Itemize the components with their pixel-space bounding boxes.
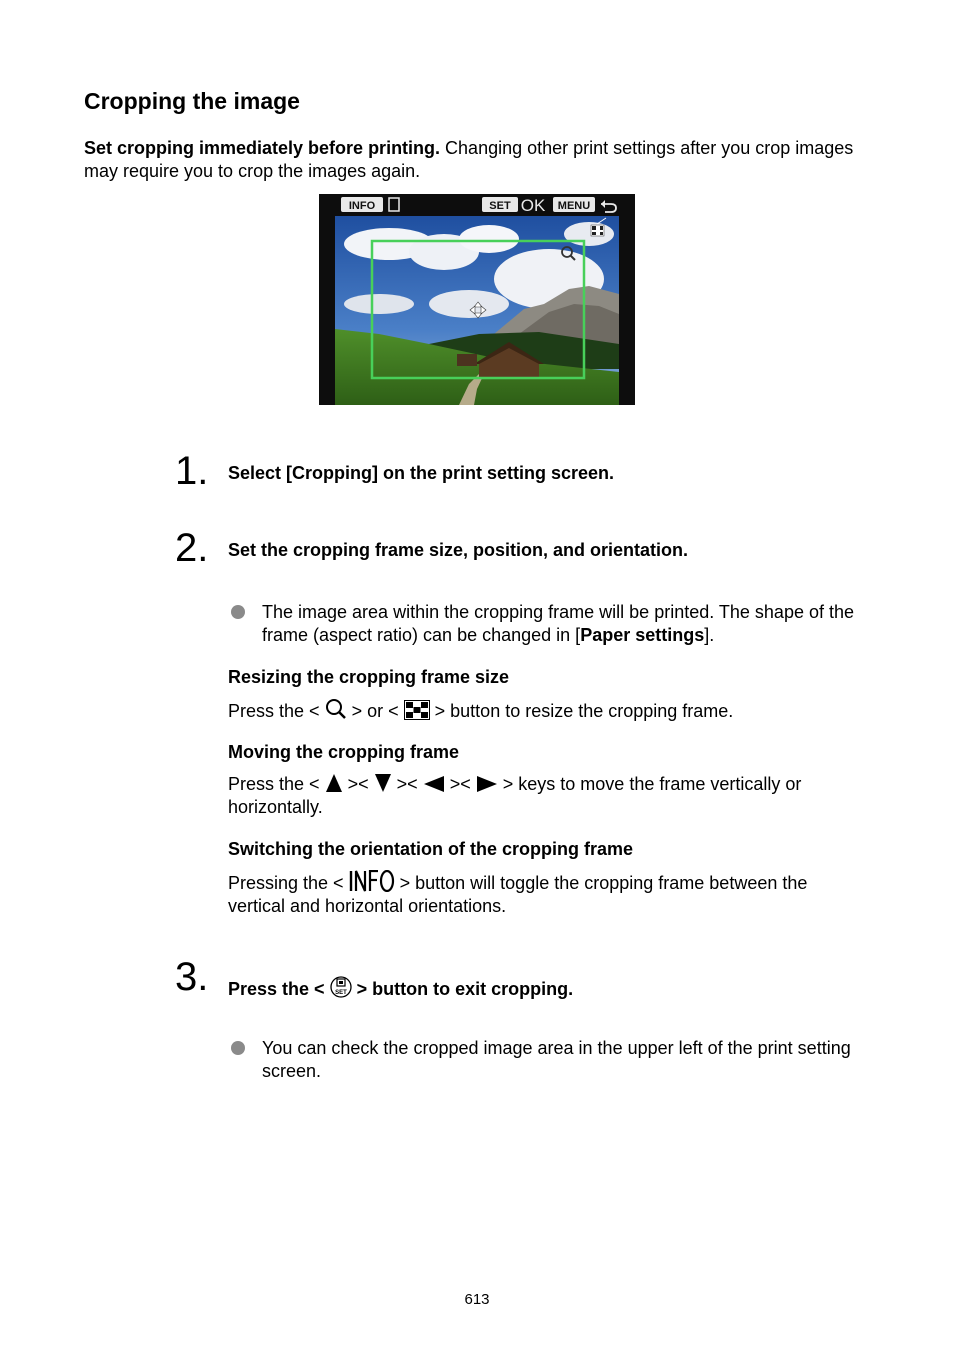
magnify-button-icon: [325, 698, 347, 720]
index-button-icon: [404, 700, 430, 720]
step-1-number: 1.: [175, 449, 209, 493]
resize-text-b: > or <: [351, 701, 399, 721]
move-text-b: > keys to move the frame vertically or horizontally.: [228, 774, 802, 817]
page-number: 613: [464, 1291, 490, 1308]
down-arrow-icon: [374, 773, 392, 793]
landscape-photo: [335, 216, 619, 405]
up-arrow-icon: [325, 773, 343, 793]
step-3-bullet: You can check the cropped image area in the upper left of the print setting screen.: [262, 1038, 851, 1081]
orientation-heading: Switching the orientation of the cropping frame: [228, 839, 634, 859]
bullet-text-a: The image area within the cropping frame will be printed. The shape of the frame (aspect ratio) can be changed in [: [262, 602, 855, 645]
step-1-text: Select [Cropping] on the print setting screen.: [228, 463, 615, 483]
resize-text-c: > button to resize the cropping frame.: [434, 701, 734, 721]
step-2-number: 2.: [175, 526, 209, 570]
intro-paragraph: [84, 137, 874, 183]
set-button-icon: [330, 976, 352, 998]
move-sep-3: ><: [449, 774, 471, 794]
step-2-text: Set the cropping frame size, position, and orientation.: [228, 540, 689, 560]
bullet-dot: [231, 1041, 245, 1055]
resize-text: [228, 698, 868, 723]
orientation-text: [228, 870, 868, 918]
move-text-a: Press the <: [228, 774, 320, 794]
bullet-text-b: ].: [704, 625, 715, 645]
step-3-number: 3.: [175, 955, 209, 999]
ok-label: OK: [520, 196, 546, 215]
bullet-dot: [231, 605, 245, 619]
orientation-text-b: > button will toggle the cropping frame between the vertical and horizontal orientations.: [228, 873, 808, 916]
move-text: [228, 773, 868, 819]
step-2-bullet: [262, 601, 872, 647]
move-sep-2: ><: [396, 774, 418, 794]
top-button-bar: [319, 194, 635, 216]
step-3-text: [228, 976, 573, 1000]
intro-bold: Set cropping immediately before printing.: [84, 138, 441, 158]
resize-heading: Resizing the cropping frame size: [228, 667, 510, 687]
section-title: Cropping the image: [84, 88, 300, 114]
right-arrow-icon: [476, 775, 498, 793]
set-label: SET: [489, 200, 511, 212]
menu-label: MENU: [557, 200, 591, 212]
resize-text-a: Press the <: [228, 701, 320, 721]
move-heading: Moving the cropping frame: [228, 742, 460, 762]
info-button-icon: [349, 870, 395, 892]
camera-screen-image: [319, 194, 635, 405]
step-3-text-b: > button to exit cropping.: [356, 979, 574, 999]
cropping-screen-illustration: [319, 194, 635, 405]
move-sep-1: ><: [347, 774, 369, 794]
orientation-text-a: Pressing the <: [228, 873, 344, 893]
intro-rest: Changing other print settings after you crop images may require you to crop the images again.: [84, 138, 854, 181]
step-3-text-a: Press the <: [228, 979, 325, 999]
left-arrow-icon: [423, 775, 445, 793]
svg-text:SET: SET: [334, 990, 347, 996]
paper-settings-label: Paper settings: [580, 625, 705, 645]
info-label: INFO: [348, 200, 376, 212]
